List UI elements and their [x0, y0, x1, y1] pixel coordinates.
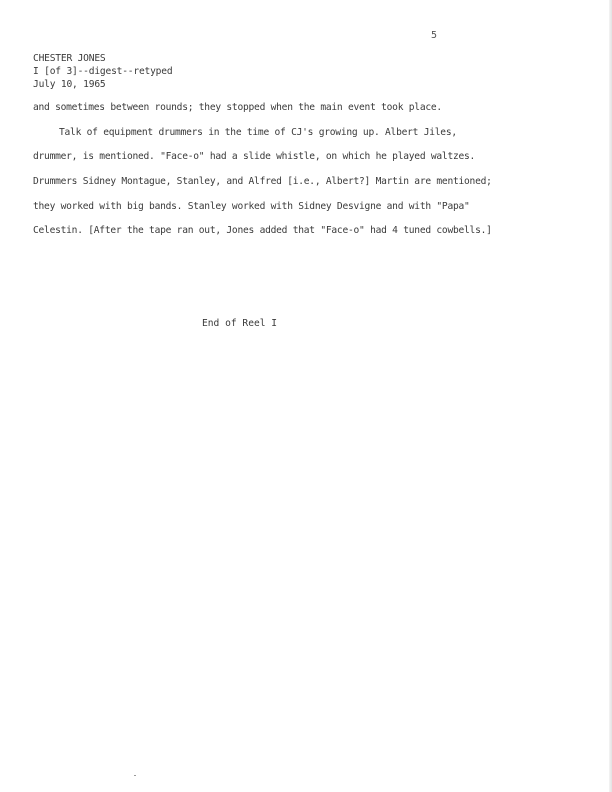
reel-description: I [of 3]--digest--retyped [33, 66, 173, 77]
body-line: Celestin. [After the tape ran out, Jones added that "Face-o" had 4 tuned cowbells.] [33, 225, 492, 237]
scan-speck [134, 775, 136, 776]
body-line: and sometimes between rounds; they stopped when the main event took place. [33, 102, 442, 113]
page-number: 5 [431, 30, 438, 41]
body-line: Talk of equipment drummers in the time of CJ's growing up. Albert Jiles, [59, 126, 457, 138]
interviewee-name: CHESTER JONES [33, 53, 106, 64]
body-line: drummer, is mentioned. "Face-o" had a slide whistle, on which he played waltzes. [33, 151, 476, 163]
end-of-reel-marker: End of Reel I [202, 318, 278, 329]
body-line: they worked with big bands. Stanley worked with Sidney Desvigne and with "Papa" [33, 200, 470, 212]
interview-date: July 10, 1965 [33, 79, 106, 90]
document-header [33, 52, 172, 91]
body-line: Drummers Sidney Montague, Stanley, and Alfred [i.e., Albert?] Martin are mentioned; [33, 176, 492, 188]
transcript-body [33, 101, 573, 249]
